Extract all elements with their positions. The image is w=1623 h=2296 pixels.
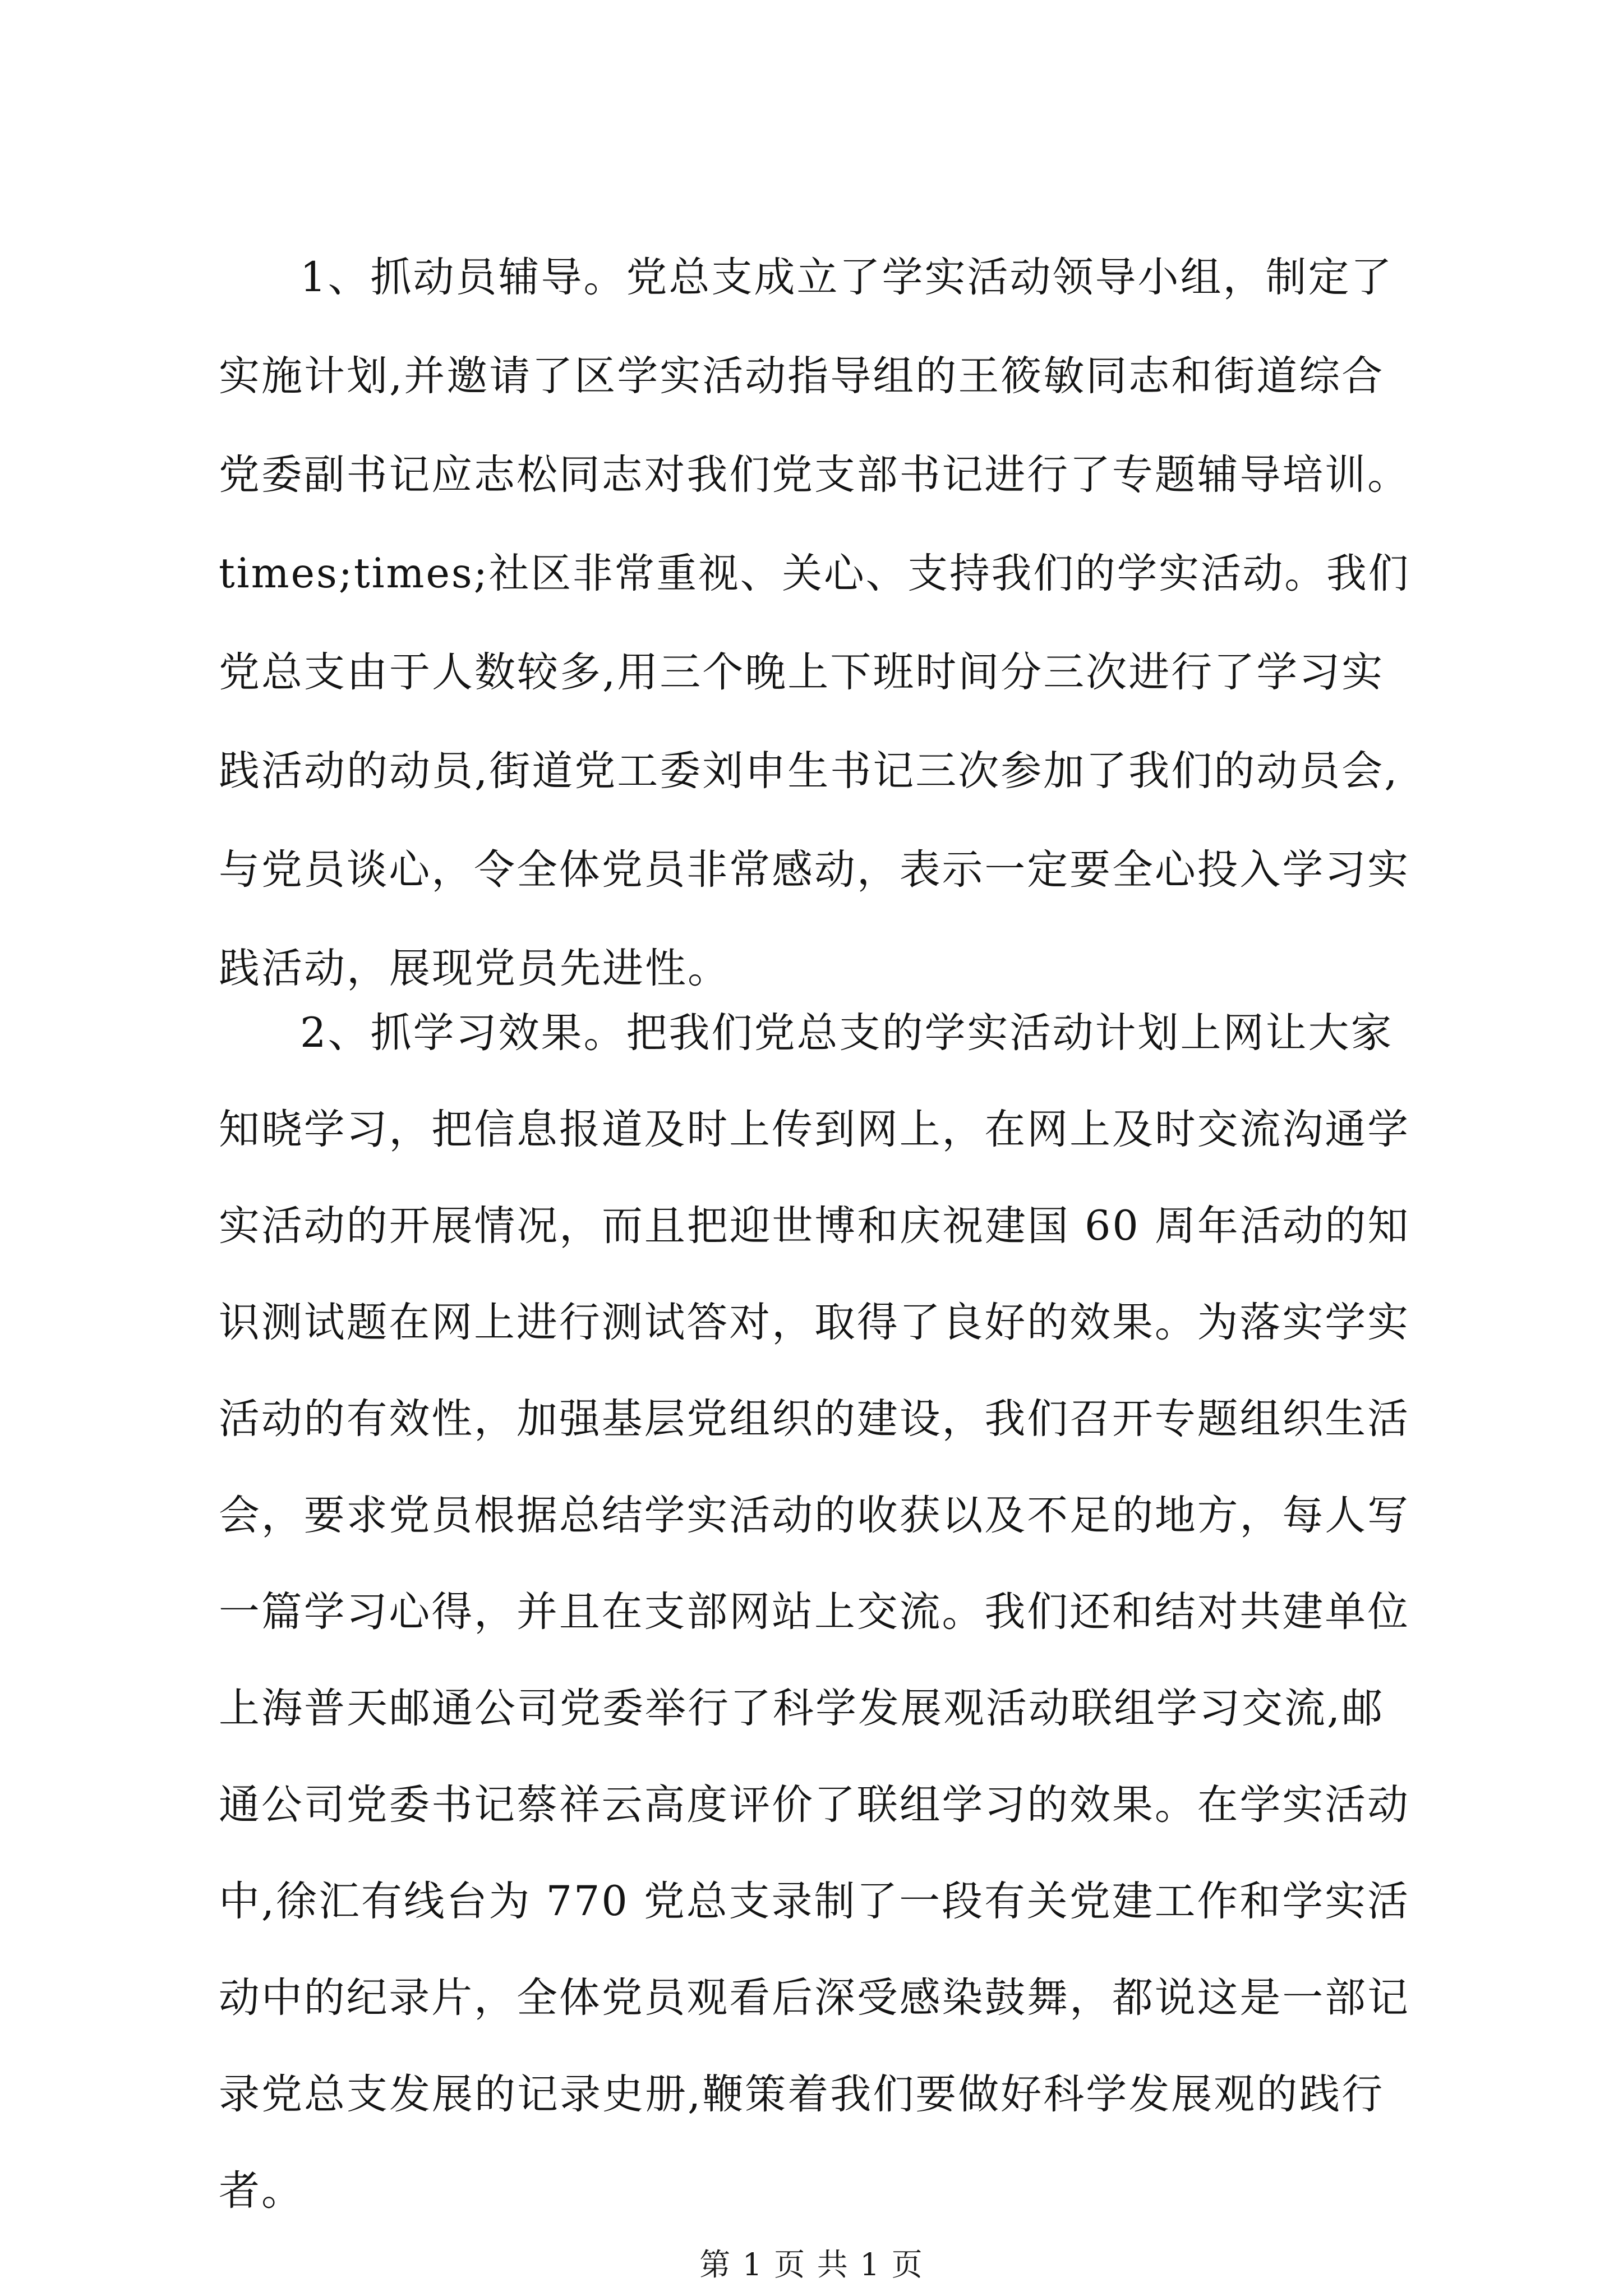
- paragraph-line: 活动的有效性，加强基层党组织的建设，我们召开专题组织生活: [219, 1395, 1410, 1443]
- paragraph-line: 录党总支发展的记录史册,鞭策着我们要做好科学发展观的践行: [219, 2070, 1385, 2118]
- paragraph-line: 1、抓动员辅导。党总支成立了学实活动领导小组，制定了: [300, 254, 1394, 301]
- paragraph-line: 动中的纪录片，全体党员观看后深受感染鼓舞，都说这是一部记: [219, 1974, 1410, 2022]
- paragraph-line: 践活动，展现党员先进性。: [219, 945, 730, 992]
- paragraph-line: 党总支由于人数较多,用三个晚上下班时间分三次进行了学习实: [219, 648, 1385, 696]
- paragraph-line: 者。: [219, 2167, 304, 2215]
- paragraph-line: 会，要求党员根据总结学实活动的收获以及不足的地方，每人写: [219, 1492, 1410, 1539]
- paragraph-line: 实活动的开展情况，而且把迎世博和庆祝建国 60 周年活动的知: [219, 1202, 1410, 1250]
- paragraph-line: 一篇学习心得，并且在支部网站上交流。我们还和结对共建单位: [219, 1588, 1410, 1636]
- paragraph-line: 知晓学习，把信息报道及时上传到网上，在网上及时交流沟通学: [219, 1106, 1410, 1153]
- paragraph-line: 践活动的动员,街道党工委刘申生书记三次参加了我们的动员会,: [219, 747, 1399, 795]
- paragraph-line: 2、抓学习效果。把我们党总支的学实活动计划上网让大家: [300, 1009, 1394, 1057]
- paragraph-line: 上海普天邮通公司党委举行了科学发展观活动联组学习交流,邮: [219, 1685, 1385, 1732]
- paragraph-line: 与党员谈心，令全体党员非常感动，表示一定要全心投入学习实: [219, 846, 1410, 894]
- paragraph-line: 实施计划,并邀请了区学实活动指导组的王筱敏同志和街道综合: [219, 352, 1385, 400]
- paragraph-line: 通公司党委书记蔡祥云高度评价了联组学习的效果。在学实活动: [219, 1781, 1410, 1829]
- paragraph-line: 党委副书记应志松同志对我们党支部书记进行了专题辅导培训。: [219, 451, 1410, 499]
- paragraph-line: 识测试题在网上进行测试答对，取得了良好的效果。为落实学实: [219, 1299, 1410, 1346]
- paragraph-line: 中,徐汇有线台为 770 党总支录制了一段有关党建工作和学实活: [219, 1878, 1410, 1925]
- paragraph-line: times;times;社区非常重视、关心、支持我们的学实活动。我们: [219, 550, 1410, 597]
- page-footer: 第 1 页 共 1 页: [699, 2247, 924, 2283]
